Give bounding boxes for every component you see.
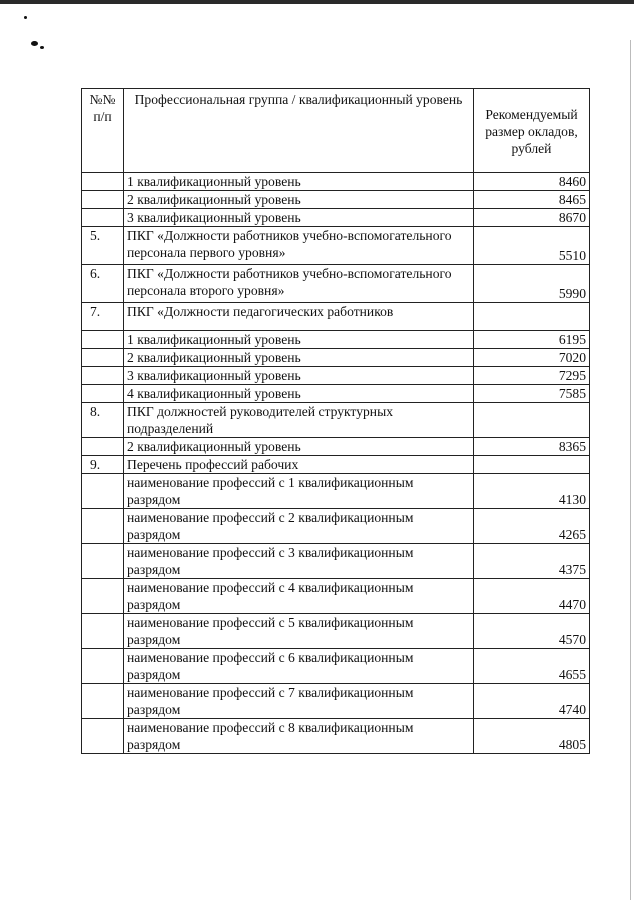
row-name: наименование профессий с 7 квалификационным разрядом	[124, 684, 474, 719]
row-name: 1 квалификационный уровень	[124, 173, 474, 191]
row-number: 9.	[82, 456, 124, 474]
row-number	[82, 544, 124, 579]
row-name: 2 квалификационный уровень	[124, 349, 474, 367]
row-name: наименование профессий с 4 квалификационным разрядом	[124, 579, 474, 614]
row-salary	[474, 403, 590, 438]
row-number	[82, 649, 124, 684]
table-row	[82, 544, 590, 579]
row-salary: 4570	[474, 614, 590, 649]
table-row	[82, 331, 590, 349]
row-salary: 4470	[474, 579, 590, 614]
row-name: наименование профессий с 2 квалификационным разрядом	[124, 509, 474, 544]
table-row	[82, 456, 590, 474]
row-name: наименование профессий с 3 квалификационным разрядом	[124, 544, 474, 579]
scan-speck	[31, 41, 38, 46]
row-name: ПКГ «Должности работников учебно-вспомогательного персонала второго уровня»	[124, 265, 474, 303]
row-salary	[474, 456, 590, 474]
table-row	[82, 227, 590, 265]
row-name: ПКГ должностей руководителей структурных подразделений	[124, 403, 474, 438]
row-salary: 8460	[474, 173, 590, 191]
row-number	[82, 509, 124, 544]
row-number	[82, 209, 124, 227]
row-salary: 4265	[474, 509, 590, 544]
table-row	[82, 474, 590, 509]
salary-table	[81, 88, 590, 754]
row-number	[82, 191, 124, 209]
row-number: 6.	[82, 265, 124, 303]
row-salary: 7295	[474, 367, 590, 385]
table-row	[82, 367, 590, 385]
row-name: наименование профессий с 1 квалификационным разрядом	[124, 474, 474, 509]
table-row	[82, 349, 590, 367]
row-name: ПКГ «Должности работников учебно-вспомогательного персонала первого уровня»	[124, 227, 474, 265]
row-salary: 8465	[474, 191, 590, 209]
row-salary: 6195	[474, 331, 590, 349]
table-row	[82, 403, 590, 438]
row-name: 2 квалификационный уровень	[124, 438, 474, 456]
row-number	[82, 385, 124, 403]
row-number: 8.	[82, 403, 124, 438]
row-salary: 8670	[474, 209, 590, 227]
scan-speck	[40, 46, 44, 49]
table-row	[82, 173, 590, 191]
row-name: 3 квалификационный уровень	[124, 367, 474, 385]
row-salary: 4655	[474, 649, 590, 684]
row-number	[82, 614, 124, 649]
row-number	[82, 173, 124, 191]
row-number	[82, 367, 124, 385]
row-name: 2 квалификационный уровень	[124, 191, 474, 209]
row-salary: 7020	[474, 349, 590, 367]
table-row	[82, 614, 590, 649]
table-row	[82, 191, 590, 209]
table-row	[82, 209, 590, 227]
row-salary: 7585	[474, 385, 590, 403]
row-name: ПКГ «Должности педагогических работников	[124, 303, 474, 331]
row-number	[82, 331, 124, 349]
table-row	[82, 719, 590, 754]
table-row	[82, 649, 590, 684]
row-name: 4 квалификационный уровень	[124, 385, 474, 403]
header-group: Профессиональная группа / квалификационный уровень	[124, 89, 474, 173]
row-salary: 4375	[474, 544, 590, 579]
table-header-row	[82, 89, 590, 173]
row-number: 5.	[82, 227, 124, 265]
table-row	[82, 438, 590, 456]
row-name: Перечень профессий рабочих	[124, 456, 474, 474]
header-number: №№ п/п	[82, 89, 124, 173]
row-number	[82, 474, 124, 509]
table-row	[82, 684, 590, 719]
row-name: 3 квалификационный уровень	[124, 209, 474, 227]
row-name: наименование профессий с 6 квалификационным разрядом	[124, 649, 474, 684]
row-salary: 5990	[474, 265, 590, 303]
row-salary: 5510	[474, 227, 590, 265]
row-number	[82, 579, 124, 614]
row-salary: 4130	[474, 474, 590, 509]
table-row	[82, 509, 590, 544]
row-salary: 4805	[474, 719, 590, 754]
scan-speck	[24, 16, 27, 19]
table-row	[82, 303, 590, 331]
row-number: 7.	[82, 303, 124, 331]
row-salary: 4740	[474, 684, 590, 719]
scan-right-edge	[630, 40, 631, 900]
table-row	[82, 385, 590, 403]
header-salary: Рекомендуемый размер окладов, рублей	[474, 89, 590, 173]
row-number	[82, 349, 124, 367]
table-row	[82, 265, 590, 303]
row-name: наименование профессий с 8 квалификационным разрядом	[124, 719, 474, 754]
row-number	[82, 684, 124, 719]
row-name: 1 квалификационный уровень	[124, 331, 474, 349]
row-salary: 8365	[474, 438, 590, 456]
scan-top-edge	[0, 0, 634, 4]
row-number	[82, 438, 124, 456]
row-salary	[474, 303, 590, 331]
table-row	[82, 579, 590, 614]
row-name: наименование профессий с 5 квалификационным разрядом	[124, 614, 474, 649]
row-number	[82, 719, 124, 754]
table-body	[82, 173, 590, 754]
